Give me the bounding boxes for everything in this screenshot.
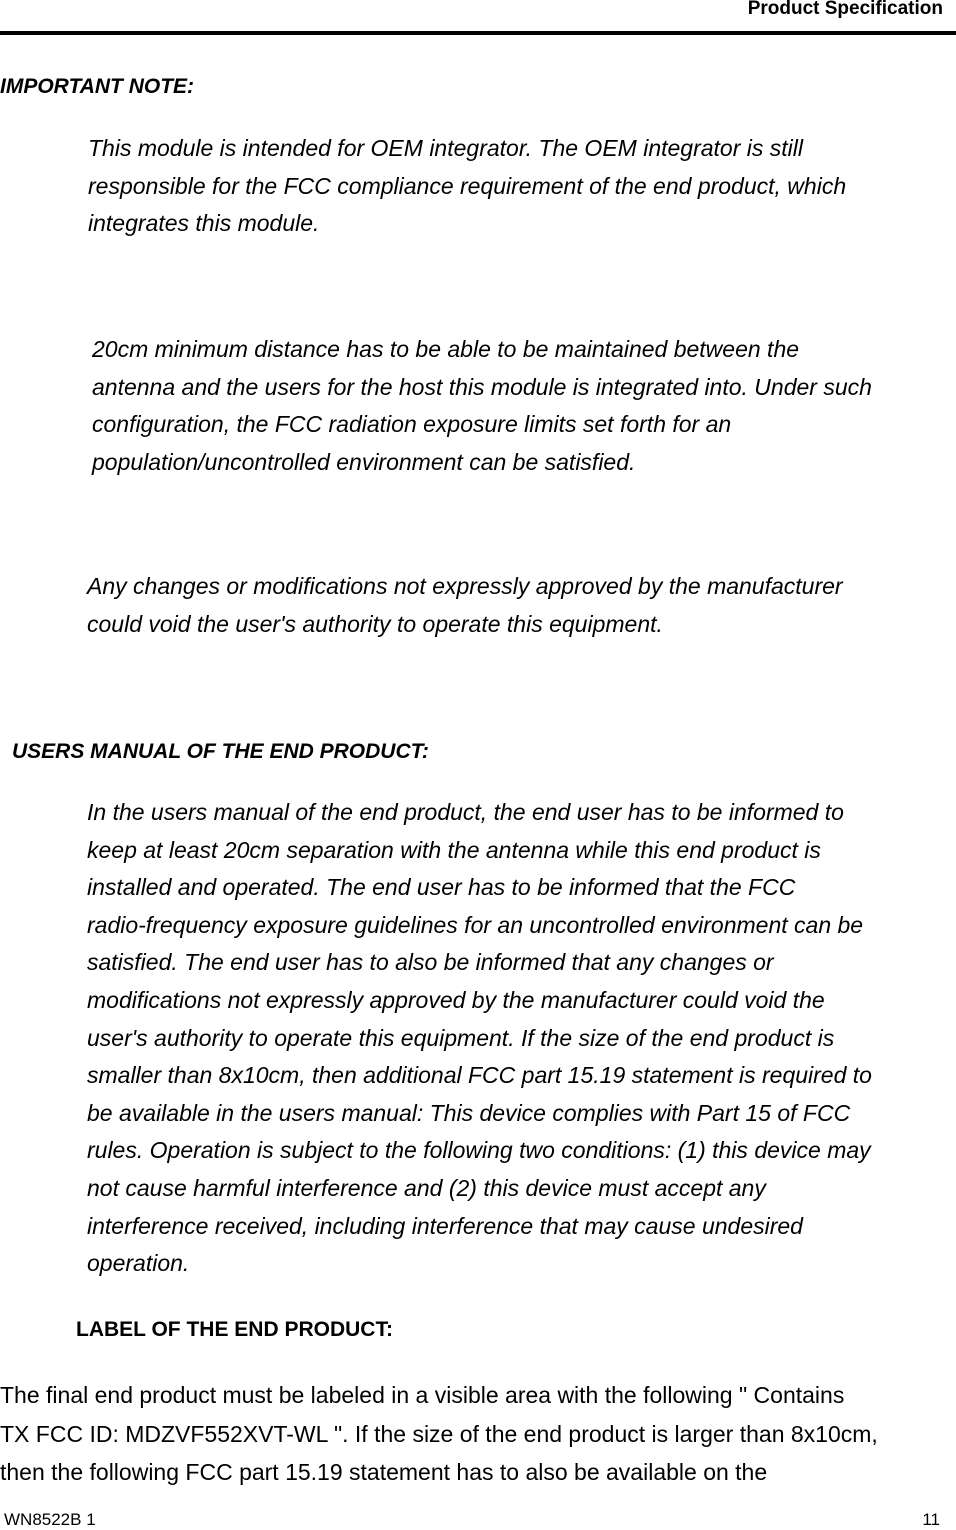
users-manual-paragraph: In the users manual of the end product, the end user has to be informed to keep at least 20cm separation with the antenna while this end product is installed and operated. The end user has to be informed that the FCC radio-frequency exposure guidelines for an uncontrolled environment can be satisfied. The end user has to also be informed that any changes or modifications not expressly approved by the manufacturer could void the user's authority to operate this equipment. If the size of the end product is smaller than 8x10cm, then additional FCC part 15.19 statement is required to be available in the users manual: This device complies with Part 15 of FCC rules. Operation is subject to the following two conditions: (1) this device may not cause harmful interference and (2) this device must accept any interference received, including interference that may cause undesired operation. (87, 799, 872, 1277)
users-manual-heading: USERS MANUAL OF THE END PRODUCT: (12, 740, 429, 763)
important-note-paragraph-oem: This module is intended for OEM integrator. The OEM integrator is still responsible for the FCC compliance requirement of the end product, which integrates this module. (88, 135, 847, 237)
important-note-paragraph-modifications: Any changes or modifications not expressly approved by the manufacturer could void the user's authority to operate this equipment. (87, 573, 843, 637)
footer-page-number: 11 (922, 1510, 940, 1529)
label-heading: LABEL OF THE END PRODUCT: (76, 1318, 393, 1341)
page-header-title: Product Specification (747, 0, 943, 19)
footer-doc-id: WN8522B 1 (4, 1510, 96, 1529)
label-paragraph: The final end product must be labeled in a visible area with the following " Contains TX FCC ID: MDZVF552XVT-WL ". If the size of the end product is larger than 8x10cm, then the following FCC part 15.19 statement has to also be available on the (0, 1382, 878, 1485)
important-note-paragraph-distance: 20cm minimum distance has to be able to be maintained between the antenna and the users for the host this module is integrated into. Under such configuration, the FCC radiation exposure limits set forth for an population/uncontrolled environment can be satisfied. (92, 336, 872, 475)
important-note-heading: IMPORTANT NOTE: (0, 75, 195, 98)
header-divider (0, 31, 956, 35)
